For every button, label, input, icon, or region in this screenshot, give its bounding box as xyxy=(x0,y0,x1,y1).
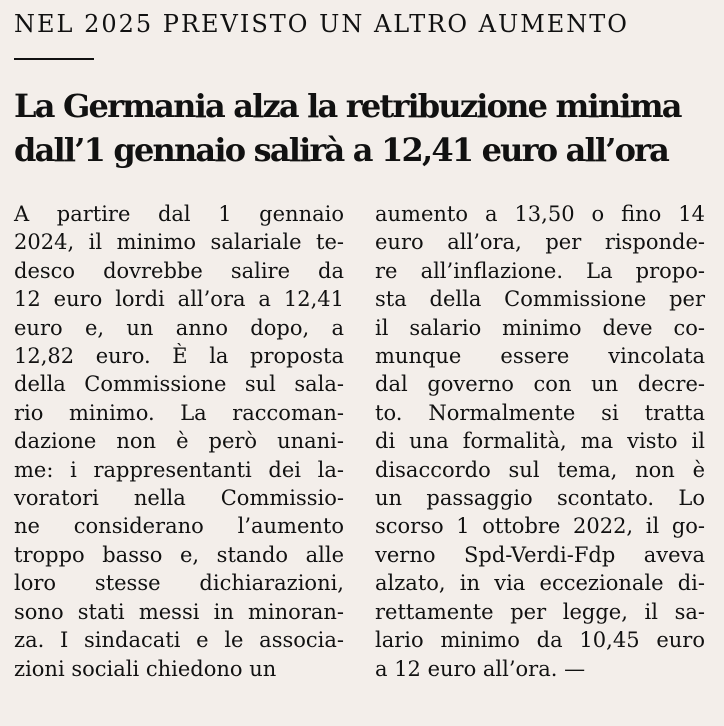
body-line: troppo basso e, stando alle xyxy=(14,542,344,567)
body-line: zioni sociali chiedono un xyxy=(14,656,277,681)
body-line: loro stesse dichiarazioni, xyxy=(14,571,344,596)
body-line: disaccordo sul tema, non è xyxy=(375,457,705,482)
body-line: 12 euro lordi all’ora a 12,41 xyxy=(14,287,344,312)
body-line: ne considerano l’aumento xyxy=(14,514,344,539)
body-line: il salario minimo deve co- xyxy=(375,315,705,340)
body-line: alzato, in via eccezionale di- xyxy=(375,571,705,596)
body-line: dal governo con un decre- xyxy=(375,372,705,397)
body-line: 2024, il minimo salariale te- xyxy=(14,230,344,255)
body-line: scorso 1 ottobre 2022, il go- xyxy=(375,514,705,539)
body-line: voratori nella Commissio- xyxy=(14,486,344,511)
body-line: aumento a 13,50 o fino 14 xyxy=(375,202,705,226)
body-line: munque essere vincolata xyxy=(375,344,705,369)
body-line: sono stati messi in minoran- xyxy=(14,599,344,624)
body-line: dazione non è però unani- xyxy=(14,429,344,454)
body-line: verno Spd-Verdi-Fdp aveva xyxy=(375,542,705,567)
body-line: euro all’ora, per risponde- xyxy=(375,230,705,255)
kicker-rule xyxy=(14,58,94,60)
headline-line: dall’1 gennaio salirà a 12,41 euro all’ora xyxy=(14,131,669,169)
body-line: me: i rappresentanti dei la- xyxy=(14,457,344,482)
article-kicker: NEL 2025 PREVISTO UN ALTRO AUMENTO xyxy=(14,10,629,38)
article-headline xyxy=(14,84,714,172)
body-line: a 12 euro all’ora. — xyxy=(375,656,586,681)
body-line: rio minimo. La raccoman- xyxy=(14,400,344,425)
body-column-left xyxy=(14,200,344,683)
body-line: re all’inflazione. La propo- xyxy=(375,258,705,283)
body-line: della Commissione sul sala- xyxy=(14,372,344,397)
body-line: un passaggio scontato. Lo xyxy=(375,486,705,511)
body-line: to. Normalmente si tratta xyxy=(375,400,705,425)
body-column-right xyxy=(375,200,705,683)
headline-line: La Germania alza la retribuzione minima xyxy=(14,87,681,125)
body-line: 12,82 euro. È la proposta xyxy=(14,344,344,369)
body-line: lario minimo da 10,45 euro xyxy=(375,628,705,653)
body-line: A partire dal 1 gennaio xyxy=(14,202,344,226)
body-line: desco dovrebbe salire da xyxy=(14,258,344,283)
body-line: rettamente per legge, il sa- xyxy=(375,599,705,624)
body-line: euro e, un anno dopo, a xyxy=(14,315,344,340)
body-line: di una formalità, ma visto il xyxy=(375,429,705,454)
body-line: sta della Commissione per xyxy=(375,287,705,312)
body-line: za. I sindacati e le associa- xyxy=(14,628,344,653)
